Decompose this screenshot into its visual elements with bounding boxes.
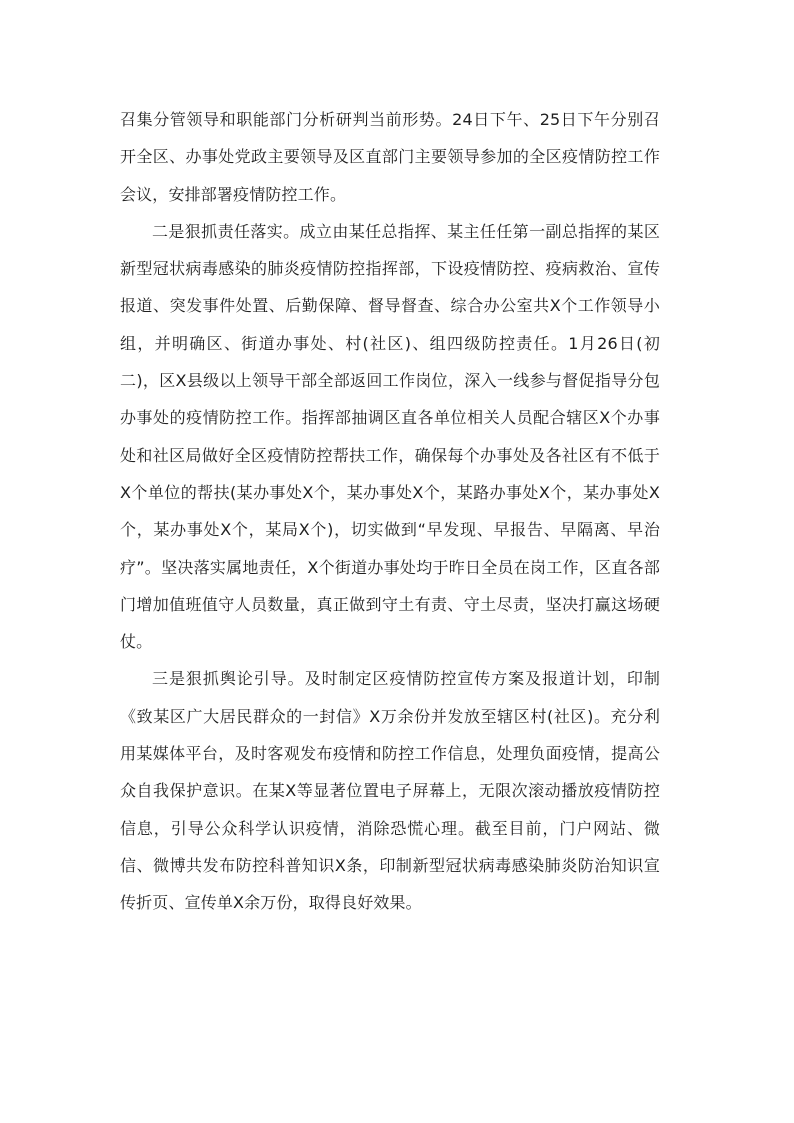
paragraph-meeting: 召集分管领导和职能部门分析研判当前形势。24日下午、25日下午分别召开全区、办事处党政主要领导及区直部门主要领导参加的全区疫情防控工作会议，安排部署疫情防控工作。: [120, 110, 660, 204]
document-body: [120, 101, 660, 922]
paragraph-public-opinion: 三是狠抓舆论引导。及时制定区疫情防控宣传方案及报道计划，印制《致某区广大居民群众的一封信》X万余份并发放至辖区村(社区)。充分利用某媒体平台，及时客观发布疫情和防控工作信息，处理负面疫情，提高公众自我保护意识。在某X等显著位置电子屏幕上，无限次滚动播放疫情防控信息，引导公众科学认识疫情，消除恐慌心理。截至目前，门户网站、微信、微博共发布防控科普知识X条，印制新型冠状病毒感染肺炎防治知识宣传折页、宣传单X余万份，取得良好效果。: [120, 669, 660, 913]
paragraph-responsibility: 二是狠抓责任落实。成立由某任总指挥、某主任任第一副总指挥的某区新型冠状病毒感染的肺炎疫情防控指挥部，下设疫情防控、疫病救治、宣传报道、突发事件处置、后勤保障、督导督查、综合办公室共X个工作领导小组，并明确区、街道办事处、村(社区)、组四级防控责任。1月26日(初二)，区X县级以上领导干部全部返回工作岗位，深入一线参与督促指导分包办事处的疫情防控工作。指挥部抽调区直各单位相关人员配合辖区X个办事处和社区局做好全区疫情防控帮扶工作，确保每个办事处及各社区有不低于X个单位的帮扶(某办事处X个，某办事处X个，某路办事处X个，某办事处X个，某办事处X个，某局X个)，切实做到“早发现、早报告、早隔离、早治疗”。坚决落实属地责任，X个街道办事处均于昨日全员在岗工作，区直各部门增加值班值守人员数量，真正做到守土有责、守土尽责，坚决打赢这场硬仗。: [120, 221, 660, 652]
